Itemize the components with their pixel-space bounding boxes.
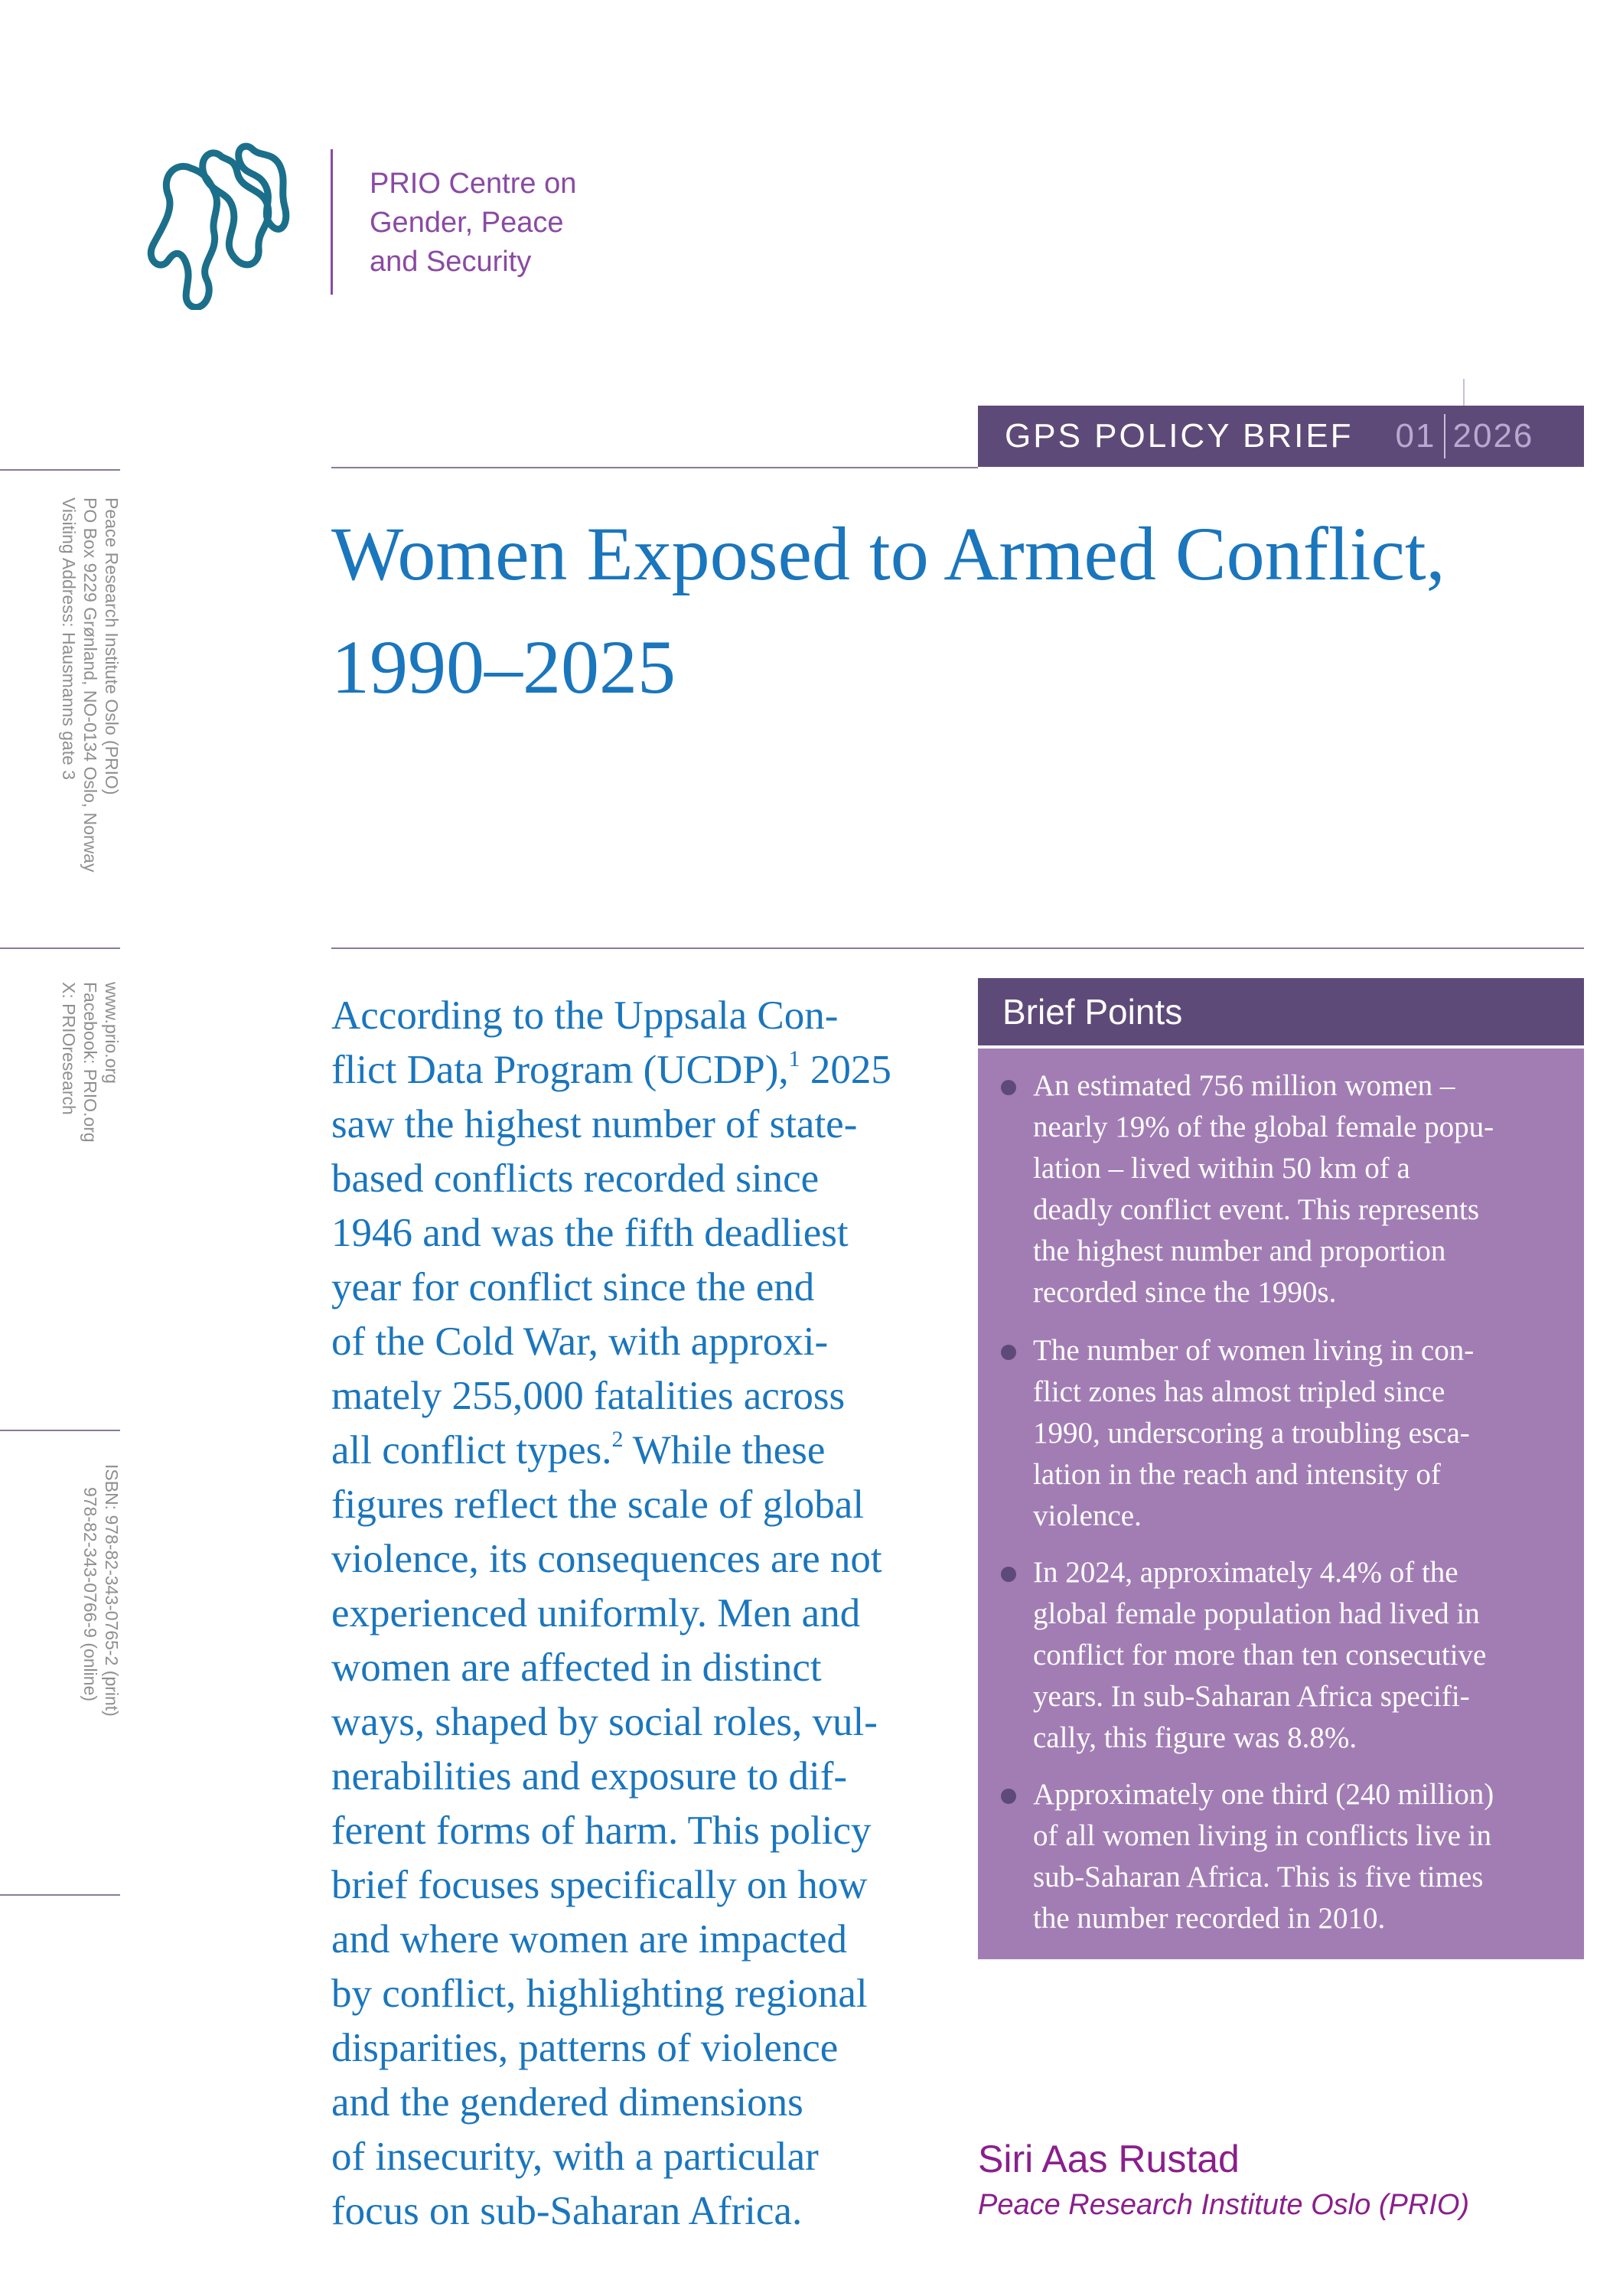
lead-line: and the gendered dimensions <box>331 2080 803 2125</box>
section-rule <box>331 947 1584 949</box>
lead-line: violence, its consequences are not <box>331 1537 882 1581</box>
brief-points-title: Brief Points <box>1002 992 1183 1032</box>
lead-line <box>331 1043 943 1097</box>
logo-wordmark <box>370 165 676 282</box>
side-rule <box>0 469 120 471</box>
footnote-ref-1[interactable]: 1 <box>788 1046 800 1071</box>
brief-points-heading <box>978 978 1584 1045</box>
isbn-online: 978-82-343-0766-9 (online) <box>80 1487 100 1702</box>
brief-point-line: the highest number and proportion <box>1033 1234 1446 1267</box>
social-facebook[interactable]: Facebook: PRIO.org <box>80 982 100 1143</box>
brief-point-line: Approximately one third (240 million) <box>1033 1778 1494 1811</box>
lead-line: disparities, patterns of violence <box>331 2026 839 2070</box>
brief-point-line: nearly 19% of the global female popu- <box>1033 1110 1494 1143</box>
lead-text: all conflict types. <box>331 1428 612 1473</box>
lead-line: by conflict, highlighting regional <box>331 1971 868 2016</box>
author-affiliation: Peace Research Institute Oslo (PRIO) <box>978 2189 1470 2221</box>
brief-point-line: In 2024, approximately 4.4% of the <box>1033 1556 1458 1589</box>
brief-point-text <box>1033 1552 1576 1759</box>
brief-point-line: lation – lived within 50 km of a <box>1033 1152 1410 1185</box>
brief-point-text <box>1033 1330 1576 1537</box>
lead-line: based conflicts recorded since <box>331 1156 820 1201</box>
address-line: PO Box 9229 Grønland, NO-0134 Oslo, Norway <box>80 497 100 872</box>
footnote-ref-2[interactable]: 2 <box>611 1427 624 1452</box>
title-line: 1990–2025 <box>331 625 676 709</box>
brief-point-line: cally, this figure was 8.8%. <box>1033 1721 1357 1754</box>
brief-point-line: the number recorded in 2010. <box>1033 1902 1386 1935</box>
brief-point-line: of all women living in conflicts live in <box>1033 1819 1491 1852</box>
lead-line: experienced uniformly. Men and <box>331 1591 861 1636</box>
lead-line: saw the highest number of state- <box>331 1102 858 1146</box>
brief-point-line: violence. <box>1033 1499 1142 1532</box>
lead-line: ferent forms of harm. This policy <box>331 1808 872 1853</box>
lead-line: mately 255,000 fatalities across <box>331 1374 846 1418</box>
series-label: GPS POLICY BRIEF <box>1005 417 1354 455</box>
brief-points-box <box>978 1049 1584 1959</box>
brief-point-line: recorded since the 1990s. <box>1033 1276 1337 1309</box>
logo-line: Gender, Peace <box>370 207 564 239</box>
author-name: Siri Aas Rustad <box>978 2138 1240 2180</box>
lead-line: of the Cold War, with approxi- <box>331 1319 829 1364</box>
lead-line: of insecurity, with a particular <box>331 2135 819 2179</box>
lead-line: ways, shaped by social roles, vul- <box>331 1700 878 1744</box>
logo-line: PRIO Centre on <box>370 168 577 200</box>
sidebar-address <box>58 497 122 872</box>
address-line: Visiting Address: Hausmanns gate 3 <box>59 497 79 781</box>
lead-line: focus on sub-Saharan Africa. <box>331 2189 803 2233</box>
bullet-icon <box>1001 1345 1016 1360</box>
isbn-print: ISBN: 978-82-343-0765-2 (print) <box>102 1464 122 1717</box>
series-band <box>978 406 1584 467</box>
brief-point-text <box>1033 1065 1576 1313</box>
brief-point-line: An estimated 756 million women – <box>1033 1069 1455 1102</box>
title-line: Women Exposed to Armed Conflict, <box>331 511 1445 596</box>
page-title <box>331 497 1571 724</box>
brief-point-line: global female population had lived in <box>1033 1597 1480 1630</box>
lead-text: flict Data Program (UCDP), <box>331 1048 789 1092</box>
social-x[interactable]: X: PRIOresearch <box>59 982 79 1115</box>
lead-line: and where women are impacted <box>331 1917 847 1962</box>
address-line: Peace Research Institute Oslo (PRIO) <box>102 497 122 795</box>
sidebar-isbn <box>80 1464 122 1717</box>
issue-number: 01 <box>1395 417 1436 455</box>
logo-divider <box>331 149 333 295</box>
lead-line: figures reflect the scale of global <box>331 1482 865 1527</box>
lead-line: 1946 and was the fifth deadliest <box>331 1211 849 1255</box>
brief-point-line: deadly conflict event. This represents <box>1033 1193 1480 1226</box>
issue-separator <box>1444 414 1445 458</box>
side-rule <box>0 947 120 949</box>
brief-point-text <box>1033 1774 1576 1939</box>
brief-point-line: lation in the reach and intensity of <box>1033 1458 1441 1491</box>
lead-text: 2025 <box>800 1048 891 1092</box>
lead-text: While these <box>623 1428 826 1473</box>
lead-line: year for conflict since the end <box>331 1265 815 1309</box>
web-link[interactable]: www.prio.org <box>102 982 122 1084</box>
brief-point-line: conflict for more than ten consecutive <box>1033 1639 1487 1671</box>
brief-point-line: 1990, underscoring a troubling esca- <box>1033 1417 1470 1450</box>
lead-paragraph <box>331 989 943 2239</box>
lead-line: women are affected in distinct <box>331 1645 822 1690</box>
lead-line: According to the Uppsala Con- <box>331 993 839 1038</box>
header-rule <box>331 467 978 468</box>
lead-line <box>331 1424 943 1478</box>
bullet-icon <box>1001 1080 1016 1095</box>
brief-point-line: sub-Saharan Africa. This is five times <box>1033 1861 1484 1893</box>
lead-line: brief focuses specifically on how <box>331 1863 868 1907</box>
bullet-icon <box>1001 1789 1016 1804</box>
logo-line: and Security <box>370 246 532 278</box>
brief-point-line: years. In sub-Saharan Africa specifi- <box>1033 1680 1470 1713</box>
prio-gps-logo-icon <box>145 138 291 310</box>
sidebar-web <box>58 982 122 1143</box>
brief-point-line: The number of women living in con- <box>1033 1334 1475 1367</box>
side-rule <box>0 1894 120 1896</box>
side-rule <box>0 1430 120 1431</box>
bullet-icon <box>1001 1567 1016 1582</box>
issue-year: 2026 <box>1452 417 1534 455</box>
brief-point-line: flict zones has almost tripled since <box>1033 1375 1445 1408</box>
lead-line: nerabilities and exposure to dif- <box>331 1754 848 1799</box>
